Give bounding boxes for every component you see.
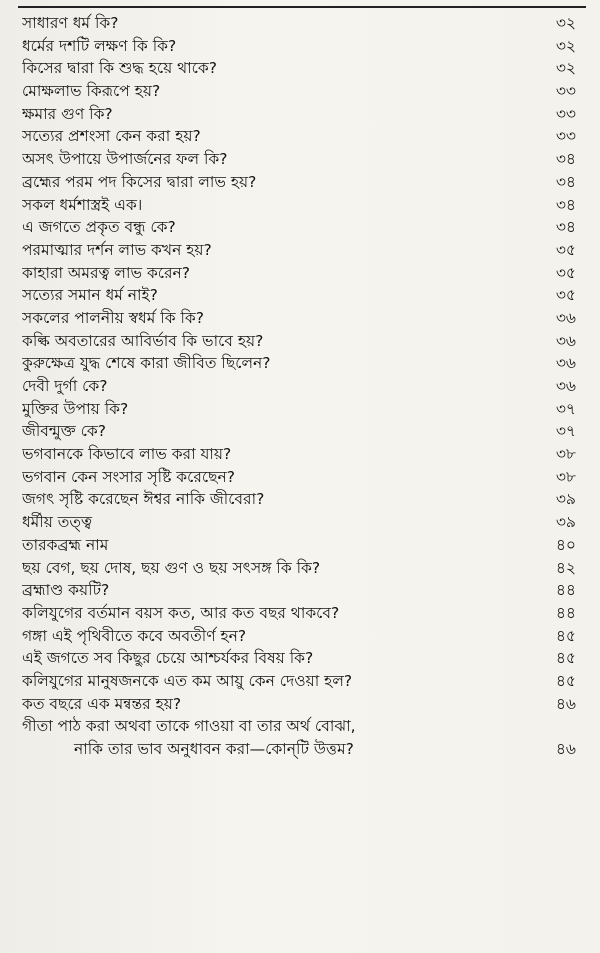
toc-entry-page: ৪৫ (555, 626, 576, 645)
toc-entry-page: ৩৮ (555, 445, 576, 464)
toc-entry-title: কত বছরে এক মন্বন্তর হয়? (22, 694, 182, 713)
toc-entry-title: মুক্তির উপায় কি? (22, 399, 129, 418)
toc-entry-title: ধর্মীয় তত্ত্ব (22, 513, 93, 532)
toc-entry-title: ছয় বেগ, ছয় দোষ, ছয় গুণ ও ছয় সৎসঙ্গ কি কি? (22, 558, 321, 577)
toc-entry-title: দেবী দুর্গা কে? (22, 377, 108, 395)
toc-entry-page: ৪৬ (555, 694, 576, 713)
toc-entry-title: তারকব্রহ্ম নাম (22, 535, 109, 554)
toc-entry-page: ৩২ (555, 59, 576, 78)
toc-entry-page: ৩৬ (555, 377, 576, 395)
toc-entry-page: ৪৬ (555, 740, 576, 758)
toc-entry (22, 625, 576, 648)
toc-entry (22, 534, 576, 557)
toc-entry-page: ৩৯ (555, 490, 576, 509)
toc-entry-title: ক্ষমার গুণ কি? (22, 104, 113, 123)
toc-entry (22, 579, 576, 602)
toc-entry-title: গীতা পাঠ করা অথবা তাকে গাওয়া বা তার অর্থ বোঝা, (22, 717, 356, 736)
toc-entry-page: ৩৫ (555, 240, 576, 259)
toc-entry (22, 284, 576, 307)
toc-entry (22, 443, 576, 466)
toc-entry-title: কিসের দ্বারা কি শুদ্ধ হয়ে থাকে? (22, 59, 217, 78)
toc-entry (22, 352, 576, 375)
toc-entry-title: জগৎ সৃষ্টি করেছেন ঈশ্বর নাকি জীবেরা? (22, 490, 265, 509)
toc-entry (22, 488, 576, 511)
toc-entry-title: পরমাত্মার দর্শন লাভ কখন হয়? (22, 240, 212, 259)
toc-entry-page: ৩৩ (555, 82, 576, 101)
toc-entry-page: ৪৫ (555, 649, 576, 668)
toc-entry-page: ৩৬ (555, 331, 576, 350)
toc-entry-title: সত্যের সমান ধর্ম নাই? (22, 286, 158, 305)
toc-entry-title: সকলের পালনীয় স্বধর্ম কি কি? (22, 308, 204, 327)
toc-entry (22, 148, 576, 171)
toc-entry-page: ৩৬ (555, 308, 576, 327)
toc-entry-title: ব্রহ্মাণ্ড কয়টি? (22, 581, 110, 600)
toc-entry (22, 511, 576, 534)
toc-entry-title: এ জগতে প্রকৃত বন্ধু কে? (22, 218, 176, 237)
toc-entry-page: ৩৪ (555, 218, 576, 237)
toc-entry (22, 420, 576, 443)
toc-entry-title: ব্রহ্মের পরম পদ কিসের দ্বারা লাভ হয়? (22, 172, 257, 191)
toc-entry (22, 57, 576, 80)
toc-entry-page: ৩৮ (555, 467, 576, 486)
toc-entry-page: ৩৭ (555, 422, 576, 441)
toc-entry-page: ৪২ (555, 558, 576, 577)
toc-entry-page: ৩৫ (555, 263, 576, 282)
toc-entry (22, 398, 576, 421)
toc-entry (22, 307, 576, 330)
toc-entry (22, 738, 576, 761)
toc-entry-title: ভগবানকে কিভাবে লাভ করা যায়? (22, 445, 232, 464)
toc-entry-page: ৩৪ (555, 150, 576, 169)
toc-entry-title: কল্কি অবতারের আবির্ভাব কি ভাবে হয়? (22, 331, 264, 350)
toc-entry-page: ৪৪ (555, 581, 576, 600)
toc-entry (22, 375, 576, 398)
toc-entry-title: সত্যের প্রশংসা কেন করা হয়? (22, 127, 201, 146)
toc-entry-title: অসৎ উপায়ে উপার্জনের ফল কি? (22, 150, 228, 169)
toc-entry (22, 262, 576, 285)
toc-entry-page: ৩৭ (555, 399, 576, 418)
toc-entry-title: নাকি তার ভাব অনুধাবন করা—কোন্‌টি উত্তম? (74, 740, 354, 758)
toc-entry (22, 693, 576, 716)
toc-entry (22, 171, 576, 194)
toc-entry-title: কাহারা অমরত্ব লাভ করেন? (22, 263, 191, 282)
toc-entry (22, 715, 576, 738)
toc-entry-title: জীবন্মুক্ত কে? (22, 422, 107, 441)
toc-entry (22, 194, 576, 217)
toc-entry-title: সকল ধর্মশাস্ত্রই এক। (22, 195, 143, 214)
toc-entry (22, 466, 576, 489)
toc-entry (22, 239, 576, 262)
toc-entry-title: ধর্মের দশটি লক্ষণ কি কি? (22, 36, 177, 55)
toc-entry-page: ৩৩ (555, 127, 576, 146)
toc-entry-page: ৪৫ (555, 671, 576, 690)
toc-entry-page: ৩২ (555, 14, 576, 32)
toc-entry (22, 125, 576, 148)
toc-entry-page: ৩৩ (555, 104, 576, 123)
toc-entry-page: ৪০ (555, 535, 576, 554)
toc-entry-title: গঙ্গা এই পৃথিবীতে কবে অবতীর্ণ হন? (22, 626, 247, 645)
toc-entry-title: কলিযুগের মানুষজনকে এত কম আয়ু কেন দেওয়া হল? (22, 671, 353, 690)
toc-entry-title: কলিযুগের বর্তমান বয়স কত, আর কত বছর থাকবে? (22, 603, 340, 622)
toc-entry (22, 80, 576, 103)
toc-entry-title: এই জগতে সব কিছুর চেয়ে আশ্চর্যকর বিষয় কি? (22, 649, 314, 668)
toc-entry (22, 330, 576, 353)
toc-entry (22, 216, 576, 239)
toc-entry-page: ৩৪ (555, 172, 576, 191)
toc-entry (22, 12, 576, 35)
toc-entry (22, 35, 576, 58)
toc-entry-page: ৩৯ (555, 513, 576, 532)
toc-entry-title: সাধারণ ধর্ম কি? (22, 14, 119, 32)
toc-entry (22, 602, 576, 625)
toc-entry (22, 647, 576, 670)
toc-entry-title: মোক্ষলাভ কিরূপে হয়? (22, 82, 161, 101)
toc-entry-title: কুরুক্ষেত্র যুদ্ধ শেষে কারা জীবিত ছিলেন? (22, 354, 271, 373)
toc-entry (22, 670, 576, 693)
toc-entry-page: ৪৪ (555, 603, 576, 622)
top-rule (18, 6, 586, 8)
toc-entry-page: ৩২ (555, 36, 576, 55)
toc-entry-page: ৩৪ (555, 195, 576, 214)
toc-entry (22, 557, 576, 580)
table-of-contents (22, 12, 576, 761)
toc-entry-page: ৩৫ (555, 286, 576, 305)
toc-entry-page: ৩৬ (555, 354, 576, 373)
toc-entry (22, 103, 576, 126)
toc-entry-title: ভগবান কেন সংসার সৃষ্টি করেছেন? (22, 467, 236, 486)
